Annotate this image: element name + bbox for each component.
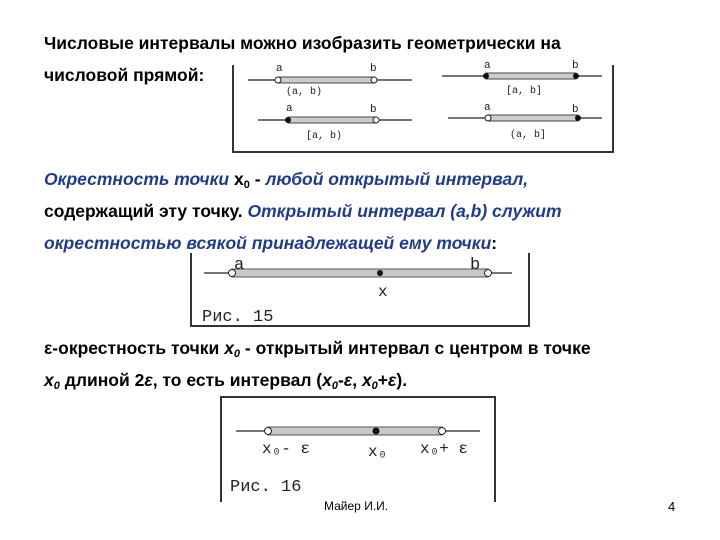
intro-line-1: Числовые интервалы можно изобразить геометрически на <box>44 33 561 53</box>
figure-16-caption: Рис. 16 <box>230 478 302 497</box>
x0-symbol: $x_0$ <box>234 169 250 191</box>
figure-15-a: a <box>234 256 245 275</box>
interval-1-label: (a, b) <box>286 87 323 98</box>
figure-15-caption: Рис. 15 <box>202 308 274 327</box>
interval-3-b: b <box>370 104 377 116</box>
eps-line-2: $x_0$ длиной 2ε, то есть интервал ($x_0-\varepsilon$, $x_0+\varepsilon$). <box>44 370 408 392</box>
interval-4-b: b <box>572 104 579 116</box>
interval-2-a: a <box>484 60 491 72</box>
figure-16-right-label: x₀+ ε <box>420 440 469 458</box>
interval-4-label: (a, b] <box>510 130 547 141</box>
interval-1-a: a <box>276 63 283 75</box>
neighborhood-line-2: содержащий эту точку. Открытый интервал (a,b) служит <box>44 201 562 221</box>
neighborhood-line-3: окрестностью всякой принадлежащей ему точки: <box>44 233 498 253</box>
x0-symbol: $x_0$ <box>224 338 241 360</box>
interval-3-label: [a, b) <box>306 131 343 142</box>
eps-line-1: ε-окрестность точки $x_0$ - открытый интервал с центром в точке <box>44 338 591 360</box>
figure-16-left-label: x₀- ε <box>262 440 311 458</box>
figure-15-b: b <box>470 256 481 275</box>
x0-symbol: $x_0$ <box>44 370 60 392</box>
figure-15-x: x <box>378 283 388 301</box>
interval-1-b: b <box>370 63 377 75</box>
interval-3-a: a <box>286 103 293 115</box>
interval-2-label: [a, b] <box>506 86 543 97</box>
interval-2-b: b <box>572 60 579 72</box>
neighborhood-line-1: Окрестность точки $x_0$ - любой открытый интервал, <box>44 169 529 191</box>
neighborhood-definition: любой открытый интервал, <box>265 169 529 189</box>
interval-4-a: a <box>484 102 491 114</box>
intro-line-2: числовой прямой: <box>44 65 205 85</box>
footer-author: Майер И.И. <box>324 499 389 513</box>
neighborhood-term: Окрестность точки <box>44 169 230 189</box>
page-number: 4 <box>668 499 676 514</box>
figure-16-center-label: x₀ <box>368 443 388 461</box>
